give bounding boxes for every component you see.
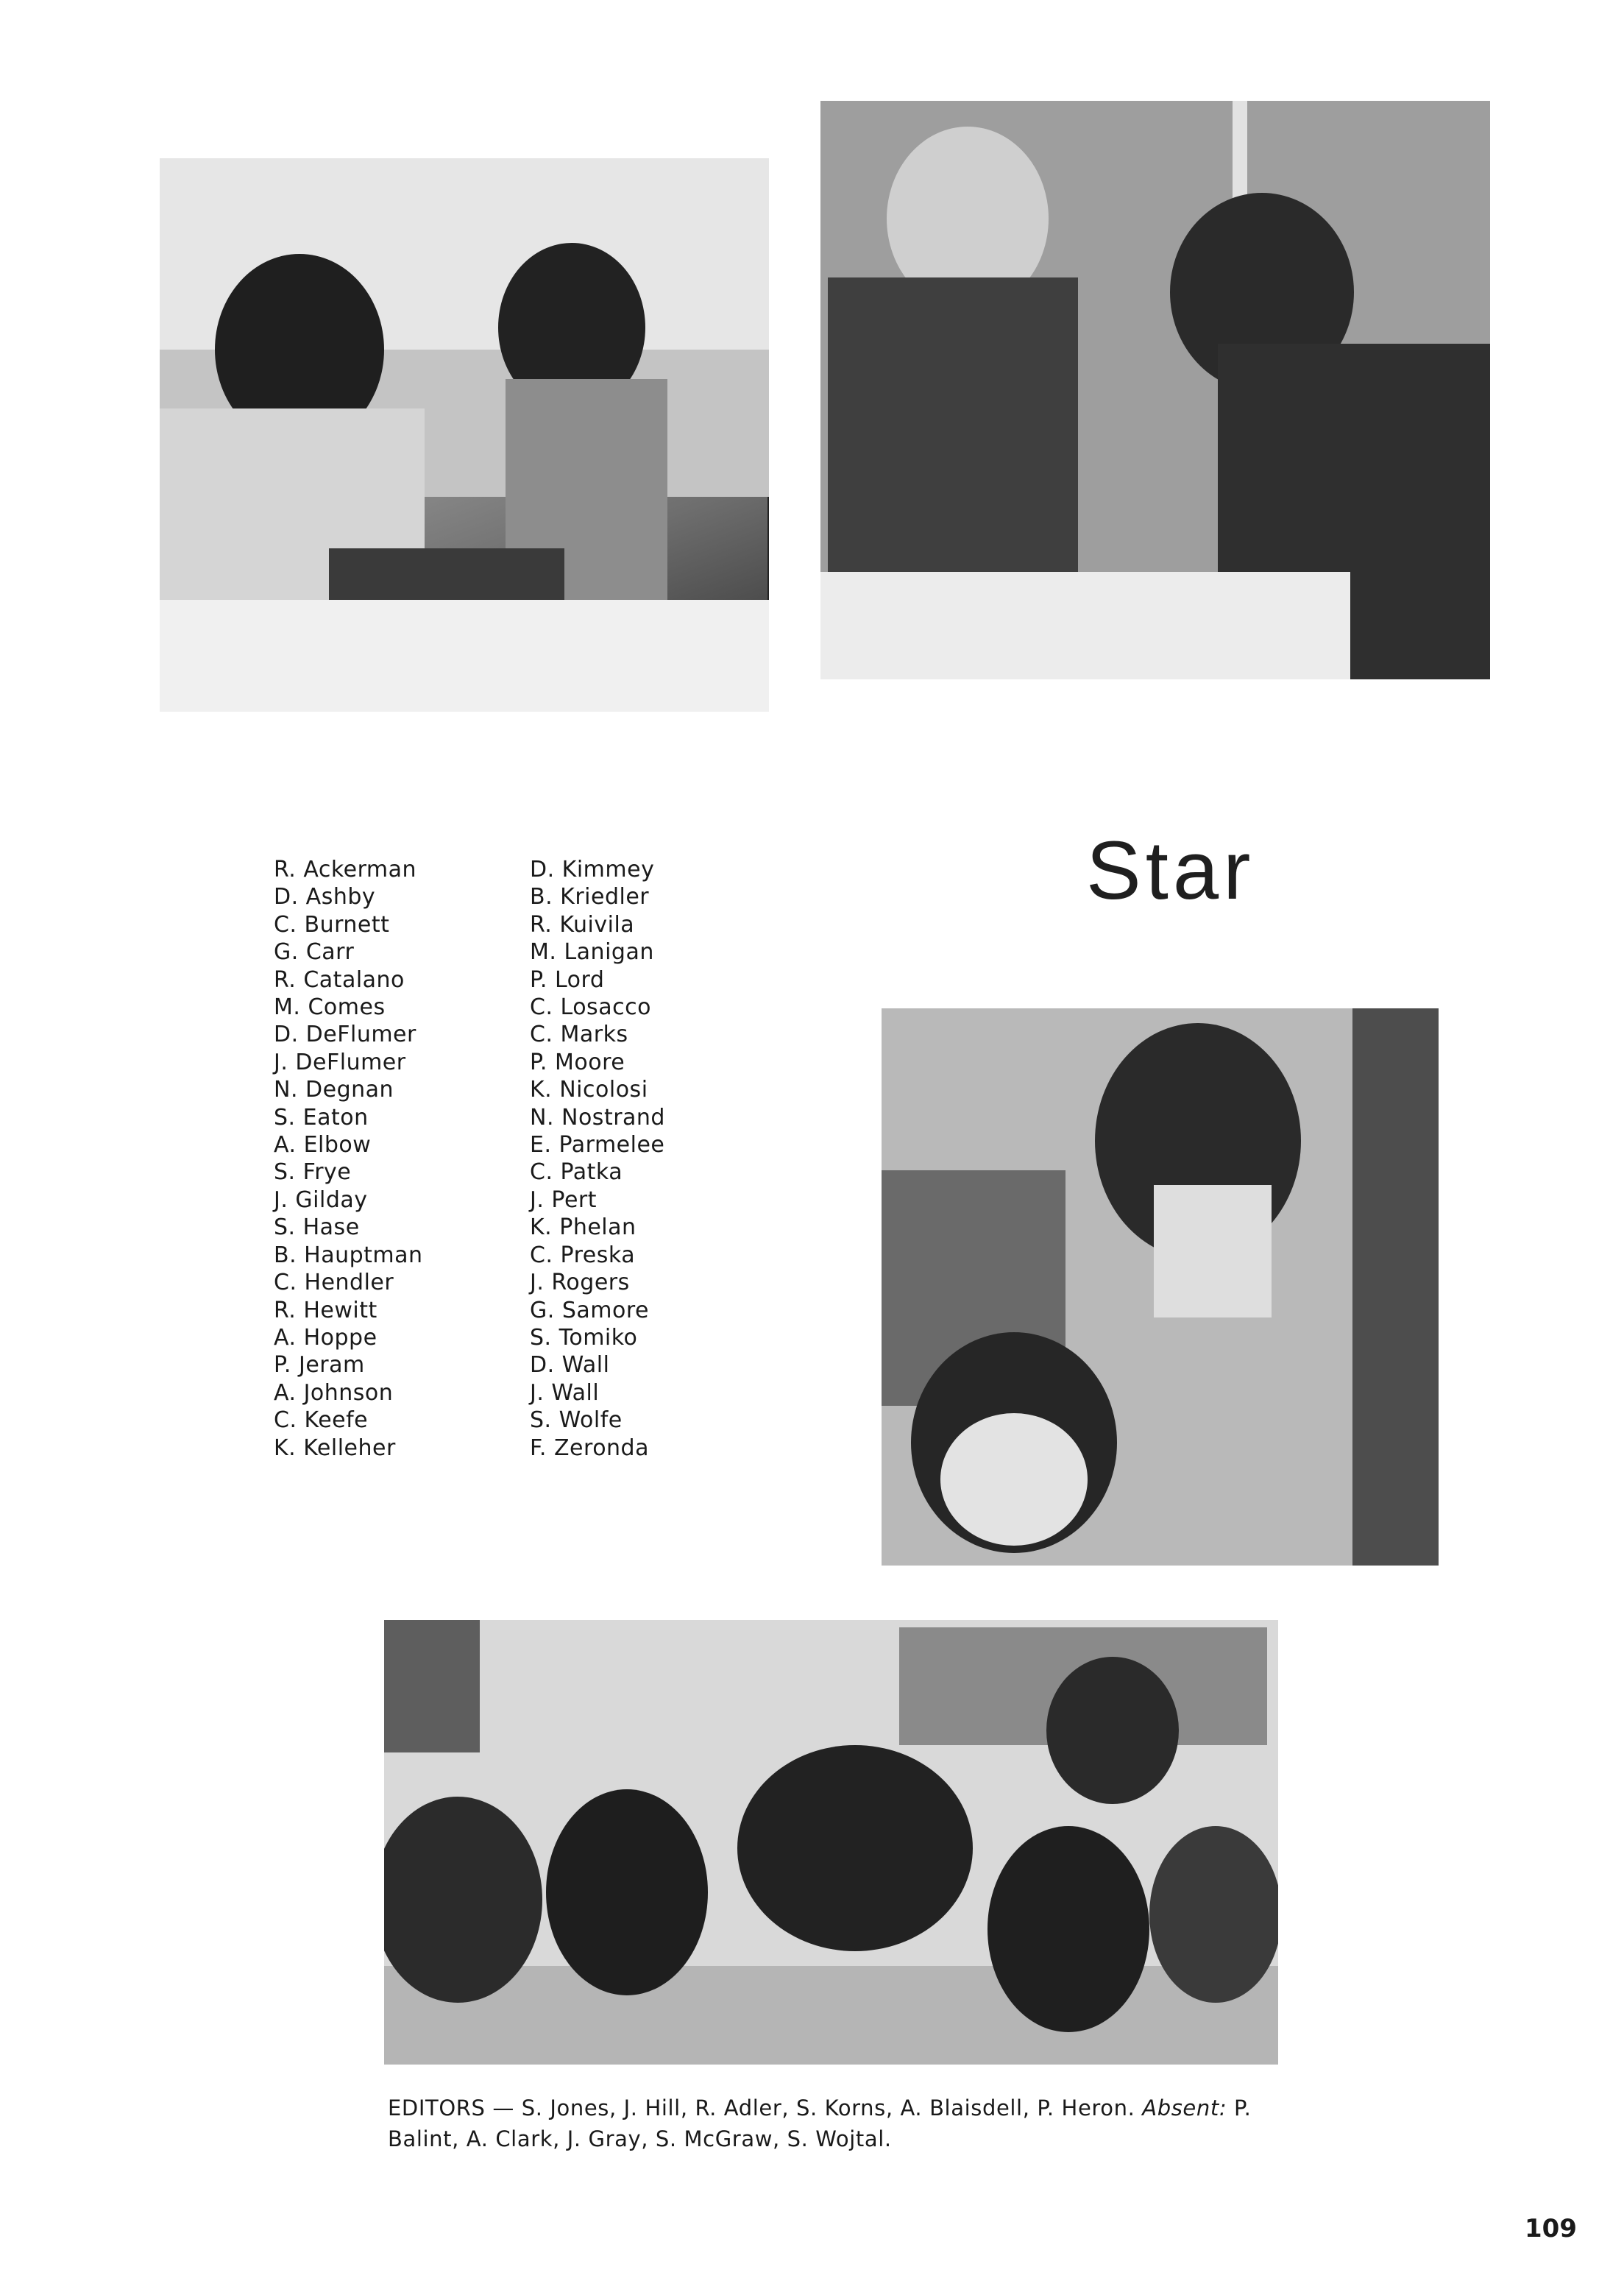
roster-column-2 bbox=[530, 856, 665, 1462]
roster-name: D. Kimmey bbox=[530, 857, 655, 882]
roster-name: E. Parmelee bbox=[530, 1132, 665, 1159]
roster-name: C. Burnett bbox=[274, 911, 390, 938]
roster-name: R. Hewitt bbox=[274, 1297, 377, 1323]
roster-name: D. DeFlumer bbox=[274, 1022, 416, 1048]
roster-name: S. Eaton bbox=[274, 1104, 369, 1131]
roster-name: S. Wolfe bbox=[530, 1407, 623, 1434]
caption-absent-names: P. Balint, A. Clark, J. Gray, S. McGraw, S. Wojtal. bbox=[388, 2095, 1252, 2151]
photo-editors-playing-cards bbox=[384, 1620, 1278, 2065]
photo-caption bbox=[388, 2093, 1282, 2154]
roster-name: P. Lord bbox=[530, 966, 605, 993]
caption-editors: EDITORS — S. Jones, J. Hill, R. Adler, S. Korns, A. Blaisdell, P. Heron. bbox=[388, 2095, 1143, 2120]
roster-name: R. Kuivila bbox=[530, 911, 635, 938]
roster-name: C. Losacco bbox=[530, 994, 651, 1021]
roster-name: A. Elbow bbox=[274, 1132, 372, 1159]
roster-name: S. Hase bbox=[274, 1214, 360, 1241]
roster-name: M. Comes bbox=[274, 994, 386, 1021]
roster-name: K. Phelan bbox=[530, 1214, 637, 1241]
roster-name: C. Patka bbox=[530, 1159, 623, 1186]
roster-name: J. Pert bbox=[530, 1186, 597, 1213]
roster-name: S. Frye bbox=[274, 1159, 352, 1186]
page-title: Star bbox=[1086, 824, 1255, 916]
roster-name: P. Moore bbox=[530, 1049, 625, 1075]
roster-name: G. Carr bbox=[274, 939, 355, 966]
roster-name: K. Kelleher bbox=[274, 1435, 396, 1461]
roster-name: B. Kriedler bbox=[530, 884, 650, 910]
photo-two-boys-at-desk bbox=[820, 101, 1490, 679]
roster-name: R. Ackerman bbox=[274, 857, 417, 882]
roster-name: R. Catalano bbox=[274, 966, 405, 993]
roster-column-1 bbox=[274, 856, 423, 1462]
roster-name: J. Rogers bbox=[530, 1270, 630, 1296]
caption-absent-label: Absent: bbox=[1142, 2095, 1227, 2120]
page-number: 109 bbox=[1525, 2214, 1577, 2243]
roster-name: P. Jeram bbox=[274, 1352, 365, 1379]
roster-name: C. Marks bbox=[530, 1022, 628, 1048]
roster-name: G. Samore bbox=[530, 1297, 649, 1323]
roster-name: J. Gilday bbox=[274, 1186, 368, 1213]
roster-name: N. Degnan bbox=[274, 1077, 394, 1103]
roster-name: M. Lanigan bbox=[530, 939, 654, 966]
roster-name: C. Preska bbox=[530, 1242, 636, 1268]
roster-name: C. Keefe bbox=[274, 1407, 369, 1434]
roster-name: C. Hendler bbox=[274, 1270, 394, 1296]
photo-two-boys-laughing bbox=[882, 1008, 1439, 1566]
photo-two-students-talking bbox=[160, 158, 769, 712]
roster-name: S. Tomiko bbox=[530, 1324, 638, 1351]
roster-name: F. Zeronda bbox=[530, 1435, 649, 1461]
roster-name: D. Wall bbox=[530, 1352, 610, 1379]
roster-name: A. Hoppe bbox=[274, 1324, 377, 1351]
roster-name: J. DeFlumer bbox=[274, 1049, 406, 1075]
roster-name: A. Johnson bbox=[274, 1379, 394, 1406]
roster-name: N. Nostrand bbox=[530, 1104, 665, 1131]
roster-name: D. Ashby bbox=[274, 884, 376, 910]
roster-name: B. Hauptman bbox=[274, 1242, 423, 1268]
roster-name: K. Nicolosi bbox=[530, 1077, 648, 1103]
roster-name: J. Wall bbox=[530, 1379, 600, 1406]
